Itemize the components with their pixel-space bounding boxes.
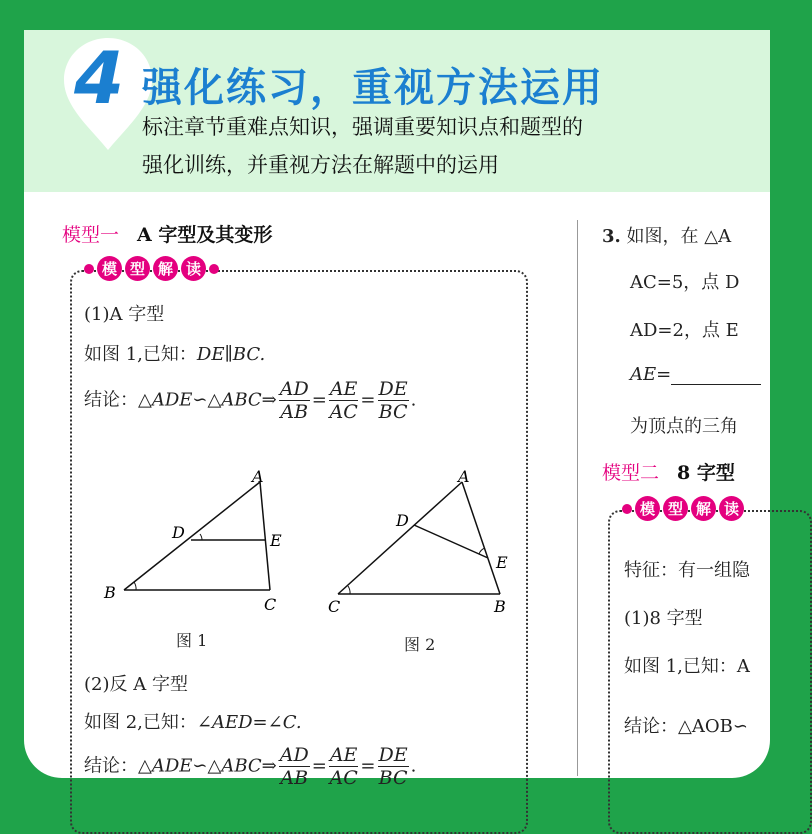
question-3-line-1: [602, 222, 731, 248]
case2-given: [84, 708, 302, 734]
label-B: B: [104, 583, 116, 602]
tag-char: 解: [153, 256, 178, 281]
fraction: $\frac{AE}{AC}$: [329, 744, 358, 789]
tag-char: 读: [181, 256, 206, 281]
label-C: C: [264, 595, 277, 614]
header-banner: [24, 30, 770, 192]
fraction: $\frac{AD}{AB}$: [279, 744, 309, 789]
column-divider: [577, 220, 578, 776]
given-prefix: 如图 2,已知：: [84, 712, 197, 733]
case2-conclusion: 结论：△ADE∽△ABC⇒ $\frac{AD}{AB}$ = $\frac{AE}{AC}$ = $\frac{DE}{BC}$ .: [84, 744, 417, 789]
label-D: D: [172, 523, 185, 542]
tag-char: 型: [125, 256, 150, 281]
badge-number: 4: [74, 36, 125, 120]
question-3-line-4: [630, 364, 761, 385]
fraction: $\frac{AE}{AC}$: [329, 378, 358, 423]
tag-char: 解: [691, 496, 716, 521]
label-B: B: [494, 597, 506, 616]
label-E: E: [496, 553, 508, 572]
model-interpretation-tag-2: [622, 496, 744, 521]
case1-conclusion: 结论：△ADE∽△ABC⇒ $\frac{AD}{AB}$ = $\frac{AE}{AC}$ = $\frac{DE}{BC}$ .: [84, 378, 417, 423]
textbook-page: [24, 192, 770, 789]
case1-title: (1)A 字型: [84, 304, 165, 325]
figure-1: [94, 467, 294, 614]
model-one-heading: [62, 220, 272, 247]
feature-line: 特征：有一组隐: [624, 560, 750, 581]
label-A: A: [252, 467, 264, 486]
case1-given: [84, 340, 265, 366]
given-prefix: 如图 1,已知：: [84, 344, 197, 365]
header-subtitle: [142, 108, 742, 184]
figure-2: [324, 467, 524, 616]
case1-8-given: 如图 1,已知：A: [624, 656, 750, 677]
given-expr: ∠AED=∠C.: [196, 712, 302, 733]
conclusion-prefix: 结论：: [84, 755, 138, 777]
tag-char: 模: [97, 256, 122, 281]
question-3-line-2: AC=5，点 D: [630, 272, 740, 293]
q3-text: 如图，在 △A: [626, 226, 732, 247]
fraction: $\frac{DE}{BC}$: [378, 744, 408, 789]
q3-ae: AE=: [630, 364, 672, 385]
conclusion-prefix: 结论：: [84, 389, 138, 411]
model-two-heading: [602, 458, 735, 485]
label-E: E: [270, 531, 282, 550]
model-two-name: 8 字型: [677, 462, 735, 484]
case1-8-title: (1)8 字型: [624, 608, 703, 629]
tag-char: 读: [719, 496, 744, 521]
fraction: $\frac{AD}{AB}$: [279, 378, 309, 423]
model-one-name: A 字型及其变形: [137, 224, 273, 246]
label-C: C: [328, 597, 341, 616]
tag-char: 型: [663, 496, 688, 521]
question-3-line-3: AD=2，点 E: [630, 320, 739, 341]
model-interpretation-tag: [84, 256, 219, 281]
model-one-label: 模型一: [62, 224, 120, 246]
subtitle-line-1: 标注章节重难点知识，强调重要知识点和题型的: [142, 115, 583, 139]
given-expr: DE∥BC.: [196, 344, 266, 365]
case2-title: (2)反 A 字型: [84, 674, 188, 695]
answer-blank: [671, 366, 761, 385]
subtitle-line-2: 强化训练，并重视方法在解题中的运用: [142, 153, 499, 177]
header-title: 强化练习，重视方法运用: [142, 65, 604, 111]
conclusion-expr: △ADE∽△ABC⇒: [138, 389, 277, 411]
figure-1-caption: 图 1: [176, 631, 208, 650]
label-D: D: [396, 511, 409, 530]
figure-2-caption: 图 2: [404, 635, 436, 654]
label-A: A: [458, 467, 470, 486]
conclusion-expr: △ADE∽△ABC⇒: [138, 755, 277, 777]
question-number: 3.: [602, 226, 621, 247]
case1-8-conclusion: 结论：△AOB∽: [624, 716, 748, 737]
page-card: [24, 30, 770, 789]
fraction: $\frac{DE}{BC}$: [378, 378, 408, 423]
model-two-label: 模型二: [602, 462, 660, 484]
tag-char: 模: [635, 496, 660, 521]
question-3-line-5: 为顶点的三角: [630, 416, 738, 437]
